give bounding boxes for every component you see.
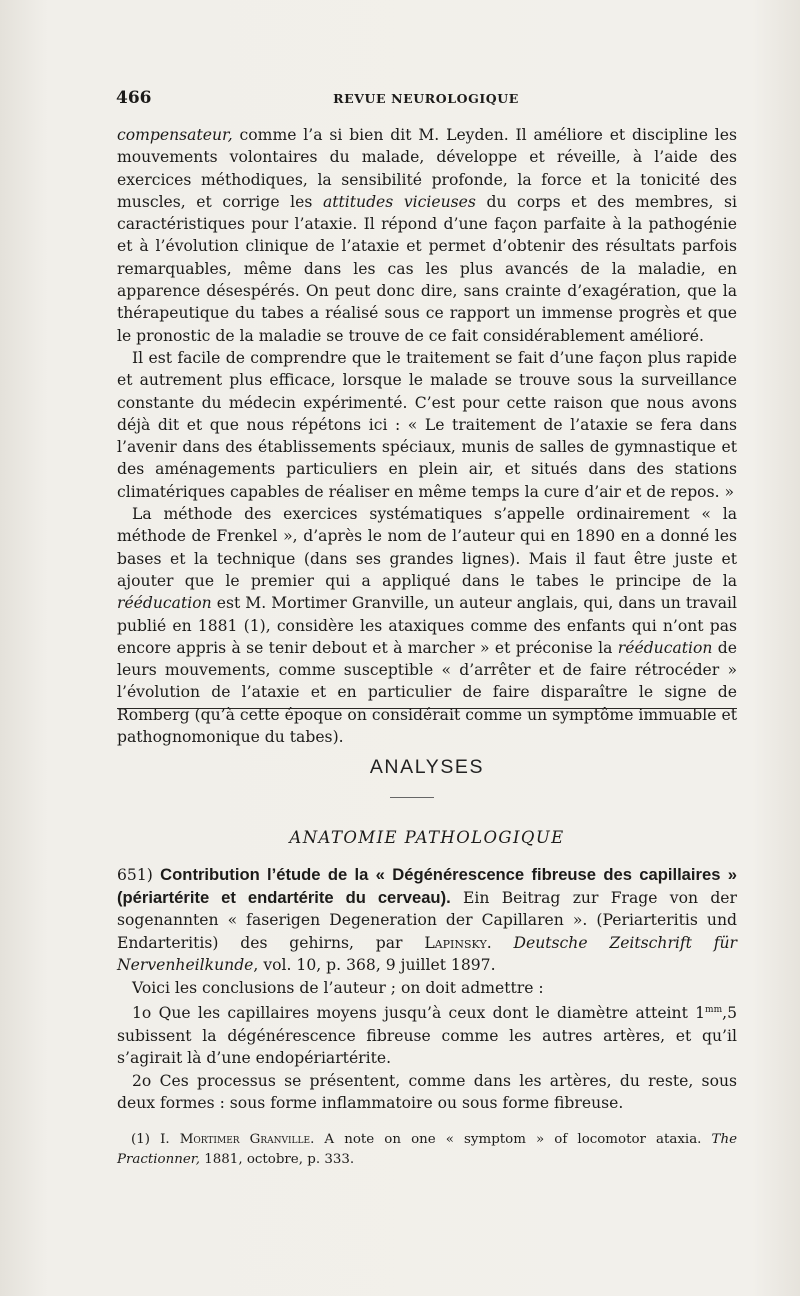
- entry-title: Contribution l’étude de la « Dégénérescence fibreuse des capillaires » (périartérite et endartérite du cerveau).: [117, 865, 737, 907]
- italic-term: rééducation: [617, 638, 713, 657]
- section-heading: ANALYSES: [369, 756, 485, 778]
- section-subheading: ANATOMIE PATHOLOGIQUE: [289, 828, 565, 847]
- footnote-journal: The Practionner,: [117, 1132, 738, 1167]
- text-span: du corps et des membres, si caractéristiques pour l’ataxie. Il répond d’une façon parfaite à la pathogénie et à l’évolution clinique de l’ataxie et permet d’obtenir des résultats parfois remarquables, même dans les cas les plus avancés de la maladie, en apparence désespérés. On peut donc dire, sans crainte d’exagération, que la thérapeutique du tabes a réalisé sous ce rapport un immense progrès et que le pronostic de la maladie se trouve de ce fait considérablement amélioré.: [117, 192, 737, 345]
- paragraph-3: [117, 503, 737, 748]
- footnote-marker: (1) I.: [131, 1132, 180, 1147]
- entry-number: 651): [117, 866, 153, 884]
- page-number: 466: [116, 88, 152, 108]
- paragraph-1: [117, 124, 737, 347]
- article-body: [117, 124, 737, 748]
- text-span: est M. Mortimer Granville, un auteur anglais, qui, dans un travail publié en 1881 (1), considère les ataxiques comme des enfants qui n’ont pas encore appris à se tenir debout et à marcher » et préconise la: [117, 594, 737, 657]
- analysis-entry: [117, 864, 737, 1115]
- analysis-header: 651) Contribution l’étude de la « Dégénérescence fibreuse des capillaires » (périartérite et endartérite du cerveau). Ein Beitrag zur Frage von der sogenannten « faserigen Degeneration der Capillaren ». (Periarteritis und Endarteritis) des gehirns, par Lapinsky. Deutsche Zeitschrift für Nervenheilkunde, vol. 10, p. 368, 9 juillet 1897.: [117, 865, 738, 974]
- entry-reference: Ein Beitrag zur Frage von der sogenannten « faserigen Degeneration der Capillaren ». (Periarteritis und Endarteritis) des gehirns, par: [117, 888, 737, 952]
- italic-term: attitudes vicieuses: [322, 192, 476, 211]
- paragraph-2: Il est facile de comprendre que le traitement se fait d’une façon plus rapide et autrement plus efficace, lorsque le malade se trouve sous la surveillance constante du médecin expérimenté. C’est pour cette raison que nous avons déjà dit et que nous répétons ici : « Le traitement de l’ataxie se fera dans l’avenir dans des établissements spéciaux, munis de salles de gymnastique et des aménagements particuliers en plein air, et situés dans des stations climatériques capables de réaliser en même temps la cure d’air et de repos. »: [117, 348, 737, 501]
- text-span: comme l’a si bien dit M. Leyden. Il améliore et discipline les mouvements volontaires du malade, développe et réveille, à l’aide des exercices méthodiques, la sensibilité profonde, la force et la tonicité des muscles, et corrige les: [117, 126, 737, 211]
- short-divider: [390, 797, 434, 798]
- running-title: REVUE NEUROLOGIQUE: [333, 91, 519, 106]
- section-divider: [117, 708, 737, 709]
- entry-journal: Deutsche Zeitschrift für Nervenheilkunde: [117, 933, 738, 974]
- footnote-author: Mortimer Granville: [179, 1132, 311, 1147]
- text-span: La méthode des exercices systématiques s’appelle ordinairement « la méthode de Frenkel », d’après le nom de l’auteur qui en 1890 en a donné les bases et la technique (dans ses grandes lignes). Mais il faut être juste et ajouter que le premier qui a appliqué dans le tabes le principe de la: [117, 505, 737, 590]
- analysis-point-2: 2o Ces processus se présentent, comme dans les artères, du reste, sous deux formes : sous forme inflammatoire ou sous forme fibreuse.: [117, 1071, 737, 1113]
- text-span: 1881, octobre, p. 333.: [199, 1152, 355, 1167]
- text-span: ,5 subissent la dégénérescence fibreuse comme les autres artères, et qu’il s’agirait là d’une endopériartérite.: [117, 1004, 737, 1068]
- unit-superscript: mm: [705, 1005, 723, 1015]
- footnote: [117, 1130, 737, 1170]
- page-header: [116, 88, 736, 110]
- text-span: 1o Que les capillaires moyens jusqu’à ceux dont le diamètre atteint 1: [132, 1004, 706, 1023]
- entry-author: Lapinsky: [424, 933, 487, 952]
- italic-term: compensateur,: [117, 126, 233, 144]
- analysis-point-1: [117, 999, 737, 1070]
- italic-term: rééducation: [117, 594, 212, 613]
- text-span: . A note on one « symptom » of locomotor ataxia.: [310, 1132, 712, 1147]
- text-span: de leurs mouvements, comme susceptible « d’arrêter et de faire rétrocéder » l’évolution de l’ataxie et en particulier de faire disparaître le signe de Romberg (qu’à cette époque on considérait comme un symptôme immuable et pathognomonique du tabes).: [117, 638, 737, 747]
- footnote-text: [117, 1130, 737, 1170]
- entry-citation: , vol. 10, p. 368, 9 juillet 1897.: [253, 956, 496, 974]
- analysis-intro: Voici les conclusions de l’auteur ; on doit admettre :: [132, 978, 544, 997]
